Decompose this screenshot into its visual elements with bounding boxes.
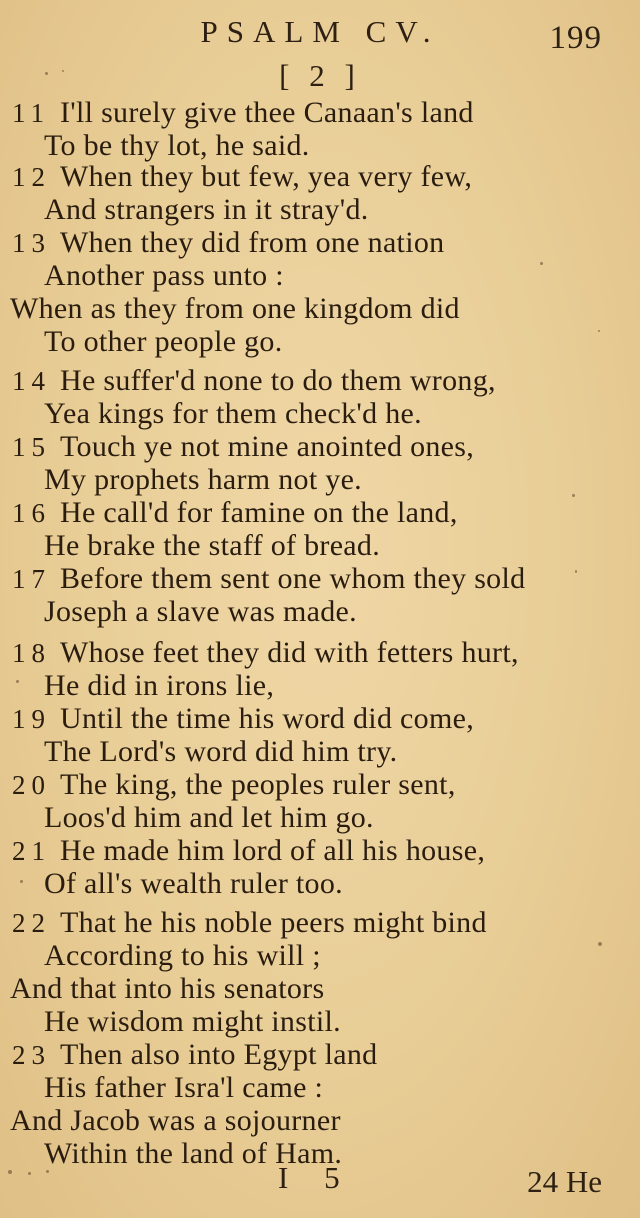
verse-line	[0, 364, 630, 397]
verse-text: He brake the staff of bread.	[44, 529, 381, 562]
verse-text: To other people go.	[44, 325, 283, 358]
verse-text: He suffer'd none to do them wrong,	[60, 364, 496, 397]
paper-speck	[20, 880, 23, 883]
verse-text: Joseph a slave was made.	[44, 595, 357, 628]
verse-line	[0, 972, 630, 1005]
verse-text: The king, the peoples ruler sent,	[60, 768, 456, 801]
catchword: 24 He	[527, 1164, 602, 1199]
verse-text: Another pass unto :	[44, 259, 284, 292]
verse-number: 11	[12, 98, 50, 128]
verse-line	[0, 735, 630, 768]
verse-line	[0, 867, 630, 900]
verse-text: Yea kings for them check'd he.	[44, 397, 422, 430]
verse-text: When they but few, yea very few,	[60, 160, 473, 193]
verse-text: Within the land of Ham.	[44, 1137, 343, 1170]
verse-line	[0, 669, 630, 702]
verse-number: 19	[12, 704, 51, 734]
paper-speck	[572, 494, 575, 497]
verse-line	[0, 96, 630, 129]
verse-text: He did in irons lie,	[44, 669, 275, 702]
verse-number: 21	[12, 836, 51, 866]
printer-signature: I 5	[278, 1160, 354, 1195]
verse-text: And strangers in it stray'd.	[44, 193, 369, 226]
verse-number: 12	[12, 162, 51, 192]
verse-line	[0, 702, 630, 735]
verse-line	[0, 636, 630, 669]
verse-line	[0, 193, 630, 226]
verse-line	[0, 529, 630, 562]
verse-line	[0, 129, 630, 162]
verse-number: 13	[12, 228, 51, 258]
verse-line	[0, 1005, 630, 1038]
paper-speck	[45, 72, 48, 75]
verse-line	[0, 906, 630, 939]
verse-text: And that into his senators	[10, 972, 325, 1005]
verse-text: Until the time his word did come,	[60, 702, 475, 735]
paper-speck	[598, 330, 600, 332]
paper-speck	[62, 70, 64, 72]
verse-line	[0, 768, 630, 801]
verse-line	[0, 595, 630, 628]
verse-line	[0, 430, 630, 463]
verse-line	[0, 292, 630, 325]
verse-text: He call'd for famine on the land,	[60, 496, 458, 529]
paper-speck	[28, 1172, 31, 1175]
verse-line	[0, 801, 630, 834]
paper-speck	[540, 262, 543, 265]
verse-text: His father Isra'l came :	[44, 1071, 324, 1104]
paper-speck	[16, 680, 19, 683]
verse-number: 20	[12, 770, 51, 800]
verse-text: My prophets harm not ye.	[44, 463, 362, 496]
verse-text: He wisdom might instil.	[44, 1005, 341, 1038]
verse-number: 15	[12, 432, 51, 462]
verse-line	[0, 1071, 630, 1104]
paper-speck	[575, 570, 577, 573]
paper-speck	[8, 1170, 12, 1174]
part-number: [ 2 ]	[279, 58, 361, 93]
verse-line	[0, 160, 630, 193]
verse-text: Whose feet they did with fetters hurt,	[60, 636, 519, 669]
verse-line	[0, 397, 630, 430]
verse-line	[0, 259, 630, 292]
verse-text: To be thy lot, he said.	[44, 129, 310, 162]
verse-text: When they did from one nation	[60, 226, 445, 259]
paper-speck	[598, 942, 602, 946]
verse-text: I'll surely give thee Canaan's land	[60, 96, 474, 129]
verse-line	[0, 463, 630, 496]
page-number: 199	[549, 20, 602, 56]
verse-text: When as they from one kingdom did	[10, 292, 460, 325]
verse-text: Then also into Egypt land	[60, 1038, 378, 1071]
verse-line	[0, 325, 630, 358]
verse-number: 23	[12, 1040, 51, 1070]
verse-line	[0, 939, 630, 972]
verse-line	[0, 834, 630, 867]
verse-text: He made him lord of all his house,	[60, 834, 486, 867]
verse-line	[0, 226, 630, 259]
verse-text: The Lord's word did him try.	[44, 735, 398, 768]
verse-number: 14	[12, 366, 51, 396]
verse-number: 16	[12, 498, 51, 528]
paper-speck	[46, 1170, 49, 1173]
running-title: PSALM CV.	[200, 14, 440, 49]
verse-line	[0, 562, 630, 595]
verse-number: 17	[12, 564, 51, 594]
verse-text: That he his noble peers might bind	[60, 906, 487, 939]
verse-number: 18	[12, 638, 51, 668]
verse-text: And Jacob was a sojourner	[10, 1104, 341, 1137]
verse-line	[0, 1104, 630, 1137]
verse-text: Before them sent one whom they sold	[60, 562, 526, 595]
verse-text: Loos'd him and let him go.	[44, 801, 374, 834]
verse-line	[0, 1038, 630, 1071]
verse-line	[0, 496, 630, 529]
verse-text: Of all's wealth ruler too.	[44, 867, 343, 900]
verse-number: 22	[12, 908, 51, 938]
verse-text: Touch ye not mine anointed ones,	[60, 430, 475, 463]
verse-text: According to his will ;	[44, 939, 321, 972]
